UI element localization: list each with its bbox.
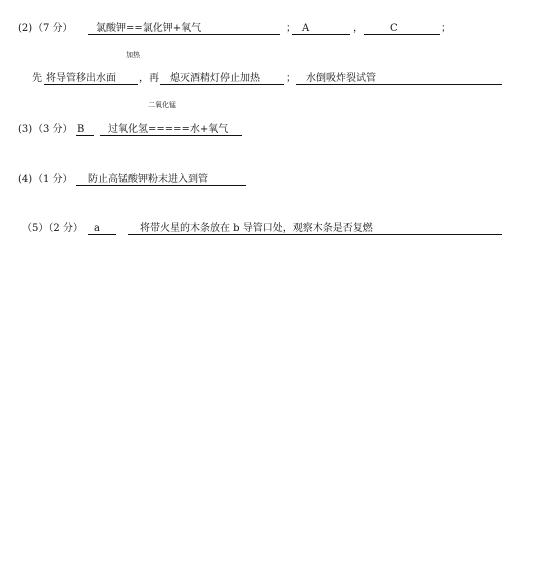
q3-number: (3) <box>18 124 33 135</box>
q2-answer-a-blank: A <box>292 23 350 35</box>
q4-points: （1 分） <box>33 174 73 185</box>
q2-reason-blank: 水倒吸炸裂试管 <box>296 73 502 85</box>
q2-separator: ； <box>441 23 451 34</box>
q4-answer-blank: 防止高锰酸钾粉末进入到管 <box>76 174 246 186</box>
q3-points: （3 分） <box>33 124 73 135</box>
q5-answer-blank: 将带火星的木条放在 b 导管口处，观察木条是否复燃 <box>128 223 502 235</box>
q2-points: （7 分） <box>33 23 73 34</box>
q2-step2-blank: 熄灭酒精灯停止加热 <box>160 73 284 85</box>
q3-catalyst-label: 二氧化锰 <box>148 101 176 109</box>
q3-answer-b-blank: B <box>76 124 94 136</box>
q3-equation-blank: 过氧化氢=====水+氧气 <box>100 124 242 136</box>
q5-prefix: （5）（2 分） <box>22 223 83 234</box>
q2-separator: ； <box>286 73 296 84</box>
q2-step1-blank: 将导管移出水面 <box>44 73 138 85</box>
q2-line2-mid: ，再 <box>139 73 159 84</box>
q2-separator: ； <box>286 23 296 34</box>
q2-number: (2) <box>18 23 33 34</box>
q5-answer-a-blank: a <box>88 223 116 235</box>
q4-number: (4) <box>18 174 33 185</box>
q2-line2-prefix: 先 <box>32 73 42 84</box>
q2-condition-label: 加热 <box>126 51 140 59</box>
q2-equation-blank: 氯酸钾==氯化钾+氧气 <box>88 23 280 35</box>
q2-answer-c-blank: C <box>364 23 440 35</box>
q2-separator: ， <box>353 23 363 34</box>
